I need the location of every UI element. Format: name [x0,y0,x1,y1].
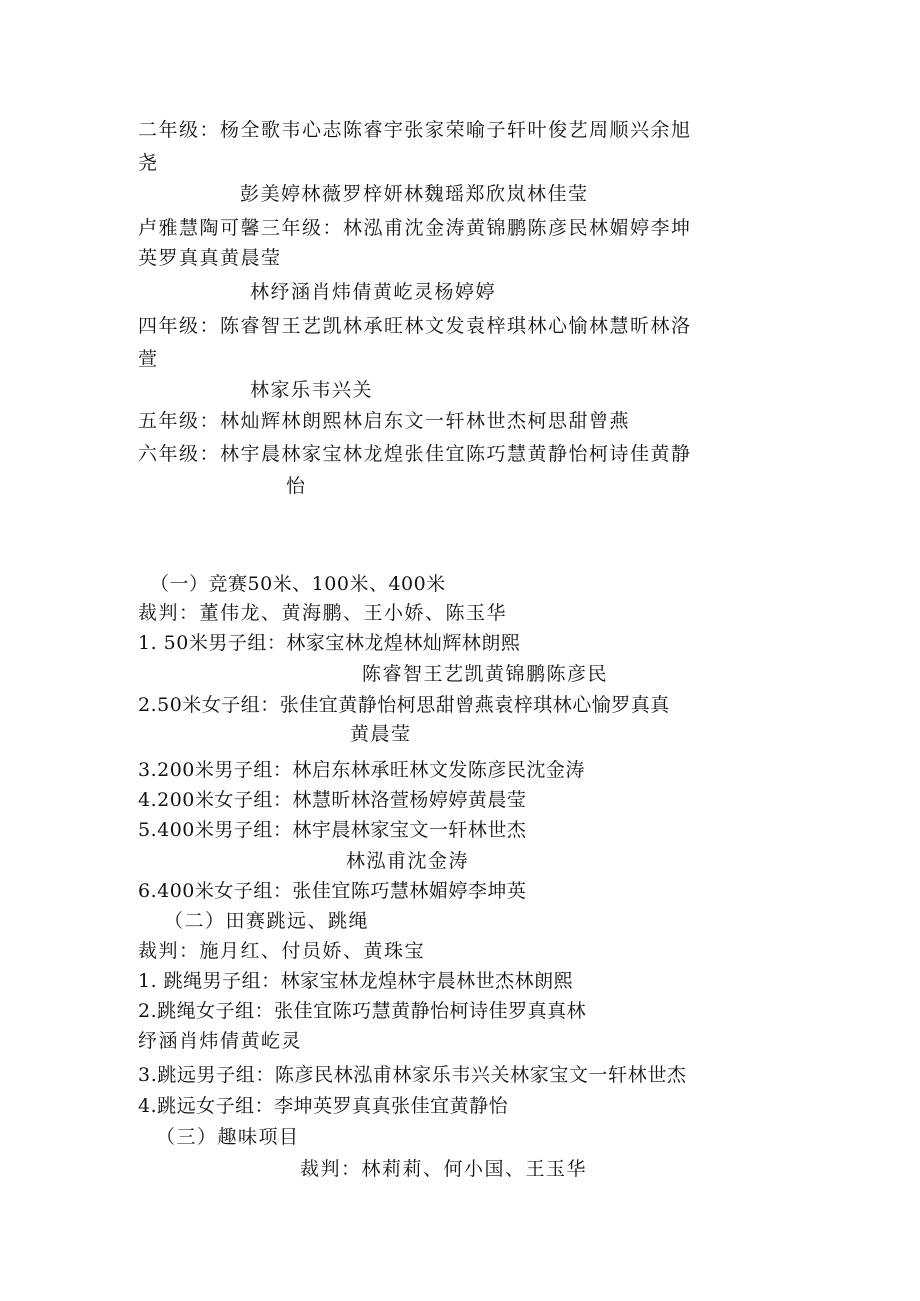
field-event-2: 2.跳绳女子组：张佳宜陈巧慧黄静怡柯诗佳罗真真林 [138,1000,587,1022]
grade6-line-cont: 怡 [286,475,307,497]
grade4-extra-line: 林家乐韦兴关 [250,379,374,401]
grade2-line: 二年级：杨全歌韦心志陈睿宇张家荣喻子轩叶俊艺周顺兴余旭 [138,119,692,141]
field-event-2-cont: 纾涵肖炜倩黄屹灵 [138,1030,303,1052]
grade2-girls-line: 彭美婷林薇罗梓妍林魏瑶郑欣岚林佳莹 [240,183,589,205]
grade4-line-cont: 萱 [138,348,159,370]
grade5-line: 五年级：林灿辉林朗熙林启东文一轩林世杰柯思甜曾燕 [138,410,631,432]
event-1-cont: 陈睿智王艺凯黄锦鹏陈彦民 [362,663,609,685]
grade3-extra-line: 林纾涵肖炜倩黄屹灵杨婷婷 [250,281,497,303]
section-title-field: （二）田赛跳远、跳绳 [164,910,370,932]
judges-fun: 裁判：林莉莉、何小国、王玉华 [300,1158,588,1180]
event-5-cont: 林泓甫沈金涛 [346,850,470,872]
event-2-cont: 黄晨莹 [350,723,412,745]
field-event-4: 4.跳远女子组：李坤英罗真真张佳宜黄静怡 [138,1095,509,1117]
grade4-line: 四年级：陈睿智王艺凯林承旺林文发袁梓琪林心愉林慧昕林洛 [138,315,692,337]
section-title-track: （一）竞赛50米、100米、400米 [150,573,446,595]
grade6-line: 六年级：林宇晨林家宝林龙煌张佳宜陈巧慧黄静怡柯诗佳黄静 [138,443,692,465]
grade2-line-cont: 尧 [138,152,159,174]
event-1: 1. 50米男子组：林家宝林龙煌林灿辉林朗熙 [138,632,521,654]
field-event-1: 1. 跳绳男子组：林家宝林龙煌林宇晨林世杰林朗熙 [138,970,574,992]
event-5: 5.400米男子组：林宇晨林家宝文一轩林世杰 [138,819,527,841]
event-4: 4.200米女子组：林慧昕林洛萱杨婷婷黄晨莹 [138,789,527,811]
judges-field: 裁判：施月红、付员娇、黄珠宝 [138,940,426,962]
grade3-line-cont: 英罗真真黄晨莹 [138,247,282,269]
event-6: 6.400米女子组：张佳宜陈巧慧林媚婷李坤英 [138,880,527,902]
field-event-3: 3.跳远男子组：陈彦民林泓甫林家乐韦兴关林家宝文一轩林世杰 [138,1064,687,1086]
section-title-fun: （三）趣味项目 [156,1126,300,1148]
event-3: 3.200米男子组：林启东林承旺林文发陈彦民沈金涛 [138,759,585,781]
grade3-line: 卢雅慧陶可馨三年级：林泓甫沈金涛黄锦鹏陈彦民林媚婷李坤 [138,217,692,239]
judges-track: 裁判：董伟龙、黄海鹏、王小娇、陈玉华 [138,602,508,624]
event-2: 2.50米女子组：张佳宜黄静怡柯思甜曾燕袁梓琪林心愉罗真真 [138,694,670,716]
